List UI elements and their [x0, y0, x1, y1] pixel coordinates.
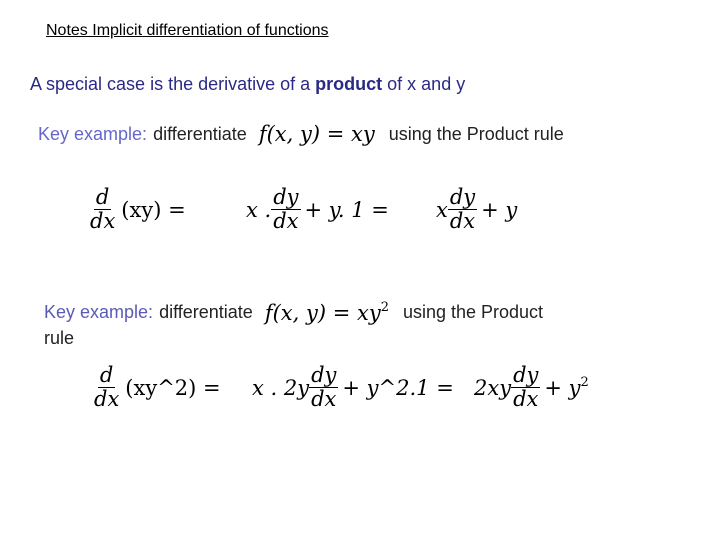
d-dx-fraction: $\frac{d}{dx}$: [94, 363, 120, 412]
intro-before: A special case is the derivative of a: [30, 74, 316, 94]
example1-step3-suffix: + y: [481, 197, 518, 222]
dy-dx-fraction: $\frac{dy}{dx}$: [311, 363, 337, 412]
example2-differentiate: differentiate: [159, 302, 253, 322]
example1-step2: [246, 186, 389, 233]
d-dx-fraction: $\frac{d}{dx}$: [90, 185, 116, 234]
example2-key-label: Key example:: [44, 302, 154, 322]
example2-step1: [92, 364, 221, 411]
dy-dx-fraction: $\frac{dy}{dx}$: [513, 363, 539, 412]
example1-differentiate: differentiate: [153, 123, 247, 144]
dy-dx-fraction: $\frac{dy}{dx}$: [449, 185, 476, 234]
intro-text: [30, 74, 465, 95]
example2-function: f(x, $y) = xy^2$: [264, 300, 389, 325]
example1-header: [38, 122, 564, 146]
example2-step3-suffix: + $y^2$: [544, 375, 589, 401]
example2-step1-lhs: (xy^2) =: [125, 375, 221, 400]
example2-step2-prefix: x . 2y: [252, 375, 310, 400]
example2-header: [44, 300, 543, 325]
example2-rule-line2: rule: [44, 328, 75, 348]
example1-step3-prefix: x: [436, 197, 448, 222]
example1-step3: [436, 186, 517, 233]
example2-step3-prefix: 2xy: [474, 375, 512, 400]
example1-step2-suffix: + y. 1 =: [304, 197, 389, 222]
example1-step2-prefix: x .: [246, 197, 272, 222]
example1-step1-lhs: (xy) =: [121, 197, 186, 222]
example2-step2: [252, 364, 454, 411]
intro-bold-word: product: [315, 74, 383, 94]
example1-function: f(x, y) = xy: [258, 122, 375, 146]
example1-key-label: Key example:: [38, 123, 148, 144]
example2-rule-line1: using the Product: [402, 302, 544, 322]
example2-step3: [474, 364, 589, 411]
intro-after: of x and y: [382, 74, 466, 94]
page-title: Notes Implicit differentiation of functions: [46, 22, 329, 39]
dy-dx-fraction: $\frac{dy}{dx}$: [273, 185, 299, 234]
example1-rule: using the Product rule: [388, 123, 564, 144]
example2-step2-suffix: + y^2.1 =: [342, 375, 454, 400]
example1-step1: [88, 186, 186, 233]
